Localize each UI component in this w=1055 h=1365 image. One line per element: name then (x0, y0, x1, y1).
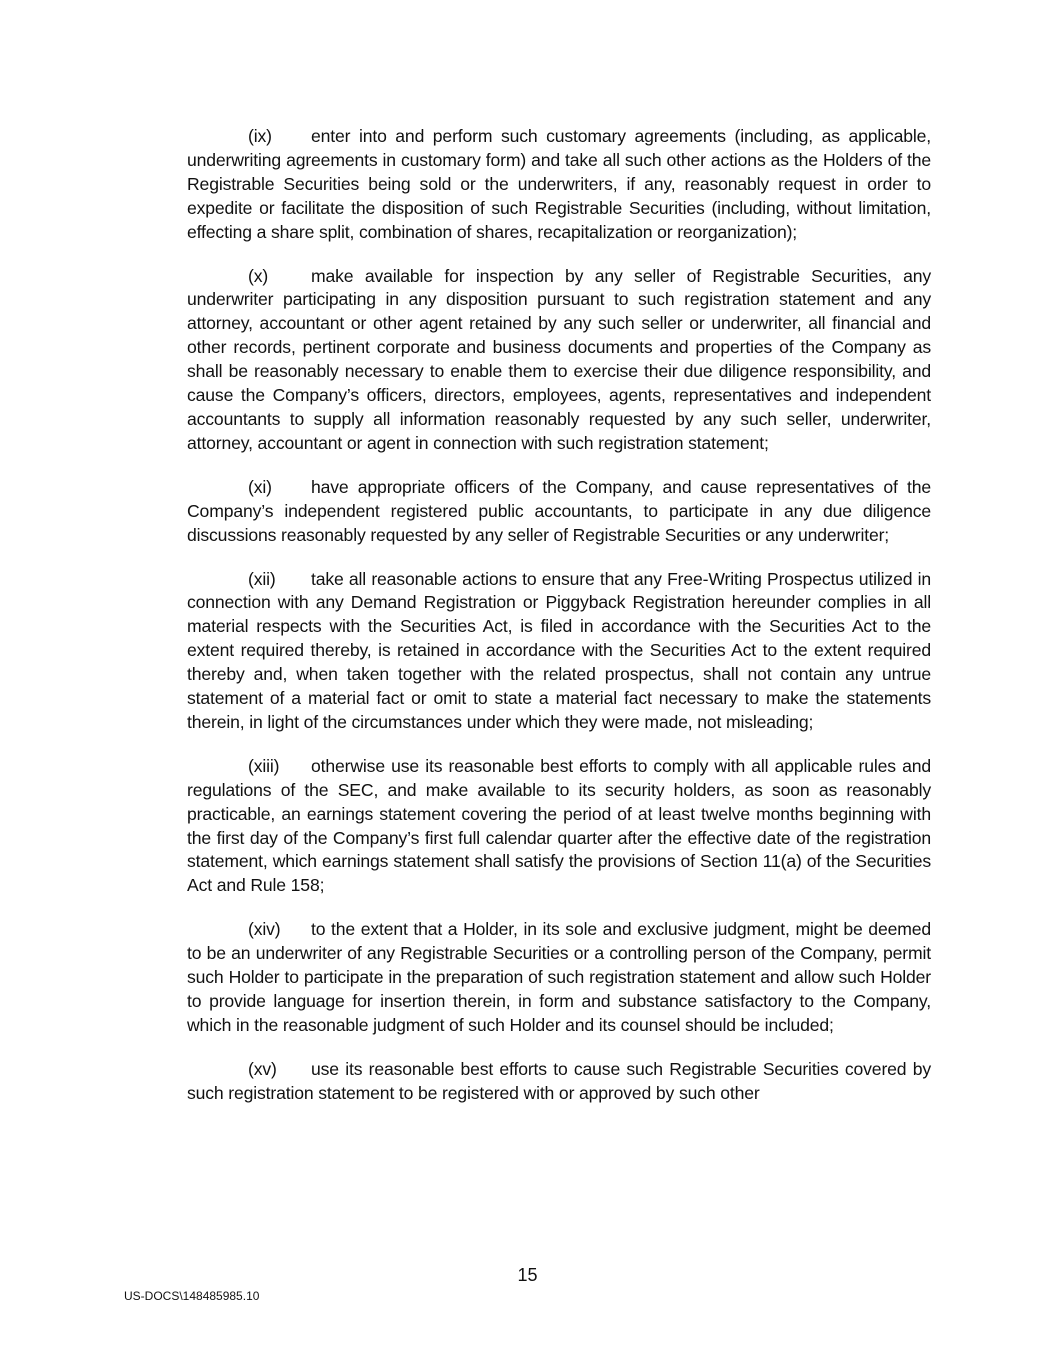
clause-text: to the extent that a Holder, in its sole and exclusive judgment, might be deemed to be an underwriter of any Registrable Securities or a controlling person of the Company, permit such Holder to participate in the preparation of such registration statement and allow such Holder to provide language for insertion therein, in form and substance satisfactory to the Company, which in the reasonable judgment of such Holder and its counsel should be included; (187, 919, 931, 1035)
clause-text: enter into and perform such customary agreements (including, as applicable, underwriting agreements in customary form) and take all such other actions as the Holders of the Registrable Securities being sold or the underwriters, if any, reasonably request in order to expedite or facilitate the disposition of such Registrable Securities (including, without limitation, effecting a share split, combination of shares, recapitalization or reorganization); (187, 126, 931, 242)
paragraph-xiii (187, 755, 931, 898)
clause-number: (ix) (248, 126, 272, 146)
clause-text: take all reasonable actions to ensure that any Free-Writing Prospectus utilized in connection with any Demand Registration or Piggyback Registration hereunder complies in all material respects with the Securities Act, is filed in accordance with the Securities Act to the extent required thereby, is retained in accordance with the Securities Act to the extent required thereby and, when taken together with the related prospectus, shall not contain any untrue statement of a material fact or omit to state a material fact necessary to make the statements therein, in light of the circumstances under which they were made, not misleading; (187, 568, 931, 732)
paragraph-xiv (187, 918, 931, 1038)
clause-number: (xii) (248, 568, 276, 589)
page-number: 15 (517, 1265, 538, 1285)
paragraph-xii (187, 568, 931, 735)
paragraph-xv (187, 1058, 931, 1106)
paragraph-x (187, 265, 931, 456)
clause-number: (xiii) (248, 755, 280, 776)
clause-number: (xiv) (248, 919, 281, 940)
clause-number: (xv) (248, 1058, 277, 1079)
clause-text: have appropriate officers of the Company, and cause representatives of the Company’s independent registered public accountants, to participate in any due diligence discussions reasonably requested by any seller of Registrable Securities or any underwriter; (187, 476, 931, 545)
clause-number: (xi) (248, 476, 272, 497)
clause-text: use its reasonable best efforts to cause such Registrable Securities covered by such registration statement to be registered with or approved by such other (187, 1058, 931, 1103)
clause-number: (x) (248, 265, 269, 286)
paragraph-ix (187, 125, 931, 245)
document-body (187, 125, 931, 1126)
clause-text: make available for inspection by any seller of Registrable Securities, any underwriter participating in any disposition pursuant to such registration statement and any attorney, accountant or other agent retained by any such seller or underwriter, all financial and other records, pertinent corporate and business documents and properties of the Company as shall be reasonably necessary to enable them to exercise their due diligence responsibility, and cause the Company’s officers, directors, employees, agents, representatives and independent accountants to supply all information reasonably requested by any such seller, underwriter, attorney, accountant or agent in connection with such registration statement; (187, 265, 931, 453)
document-id: US-DOCS\148485985.10 (124, 1289, 260, 1303)
paragraph-xi (187, 476, 931, 548)
clause-text: otherwise use its reasonable best efforts to comply with all applicable rules and regulations of the SEC, and make available to its security holders, as soon as reasonably practicable, an earnings statement covering the period of at least twelve months beginning with the first day of the Company’s first full calendar quarter after the effective date of the registration statement, which earnings statement shall satisfy the provisions of Section 11(a) of the Securities Act and Rule 158; (187, 755, 931, 896)
